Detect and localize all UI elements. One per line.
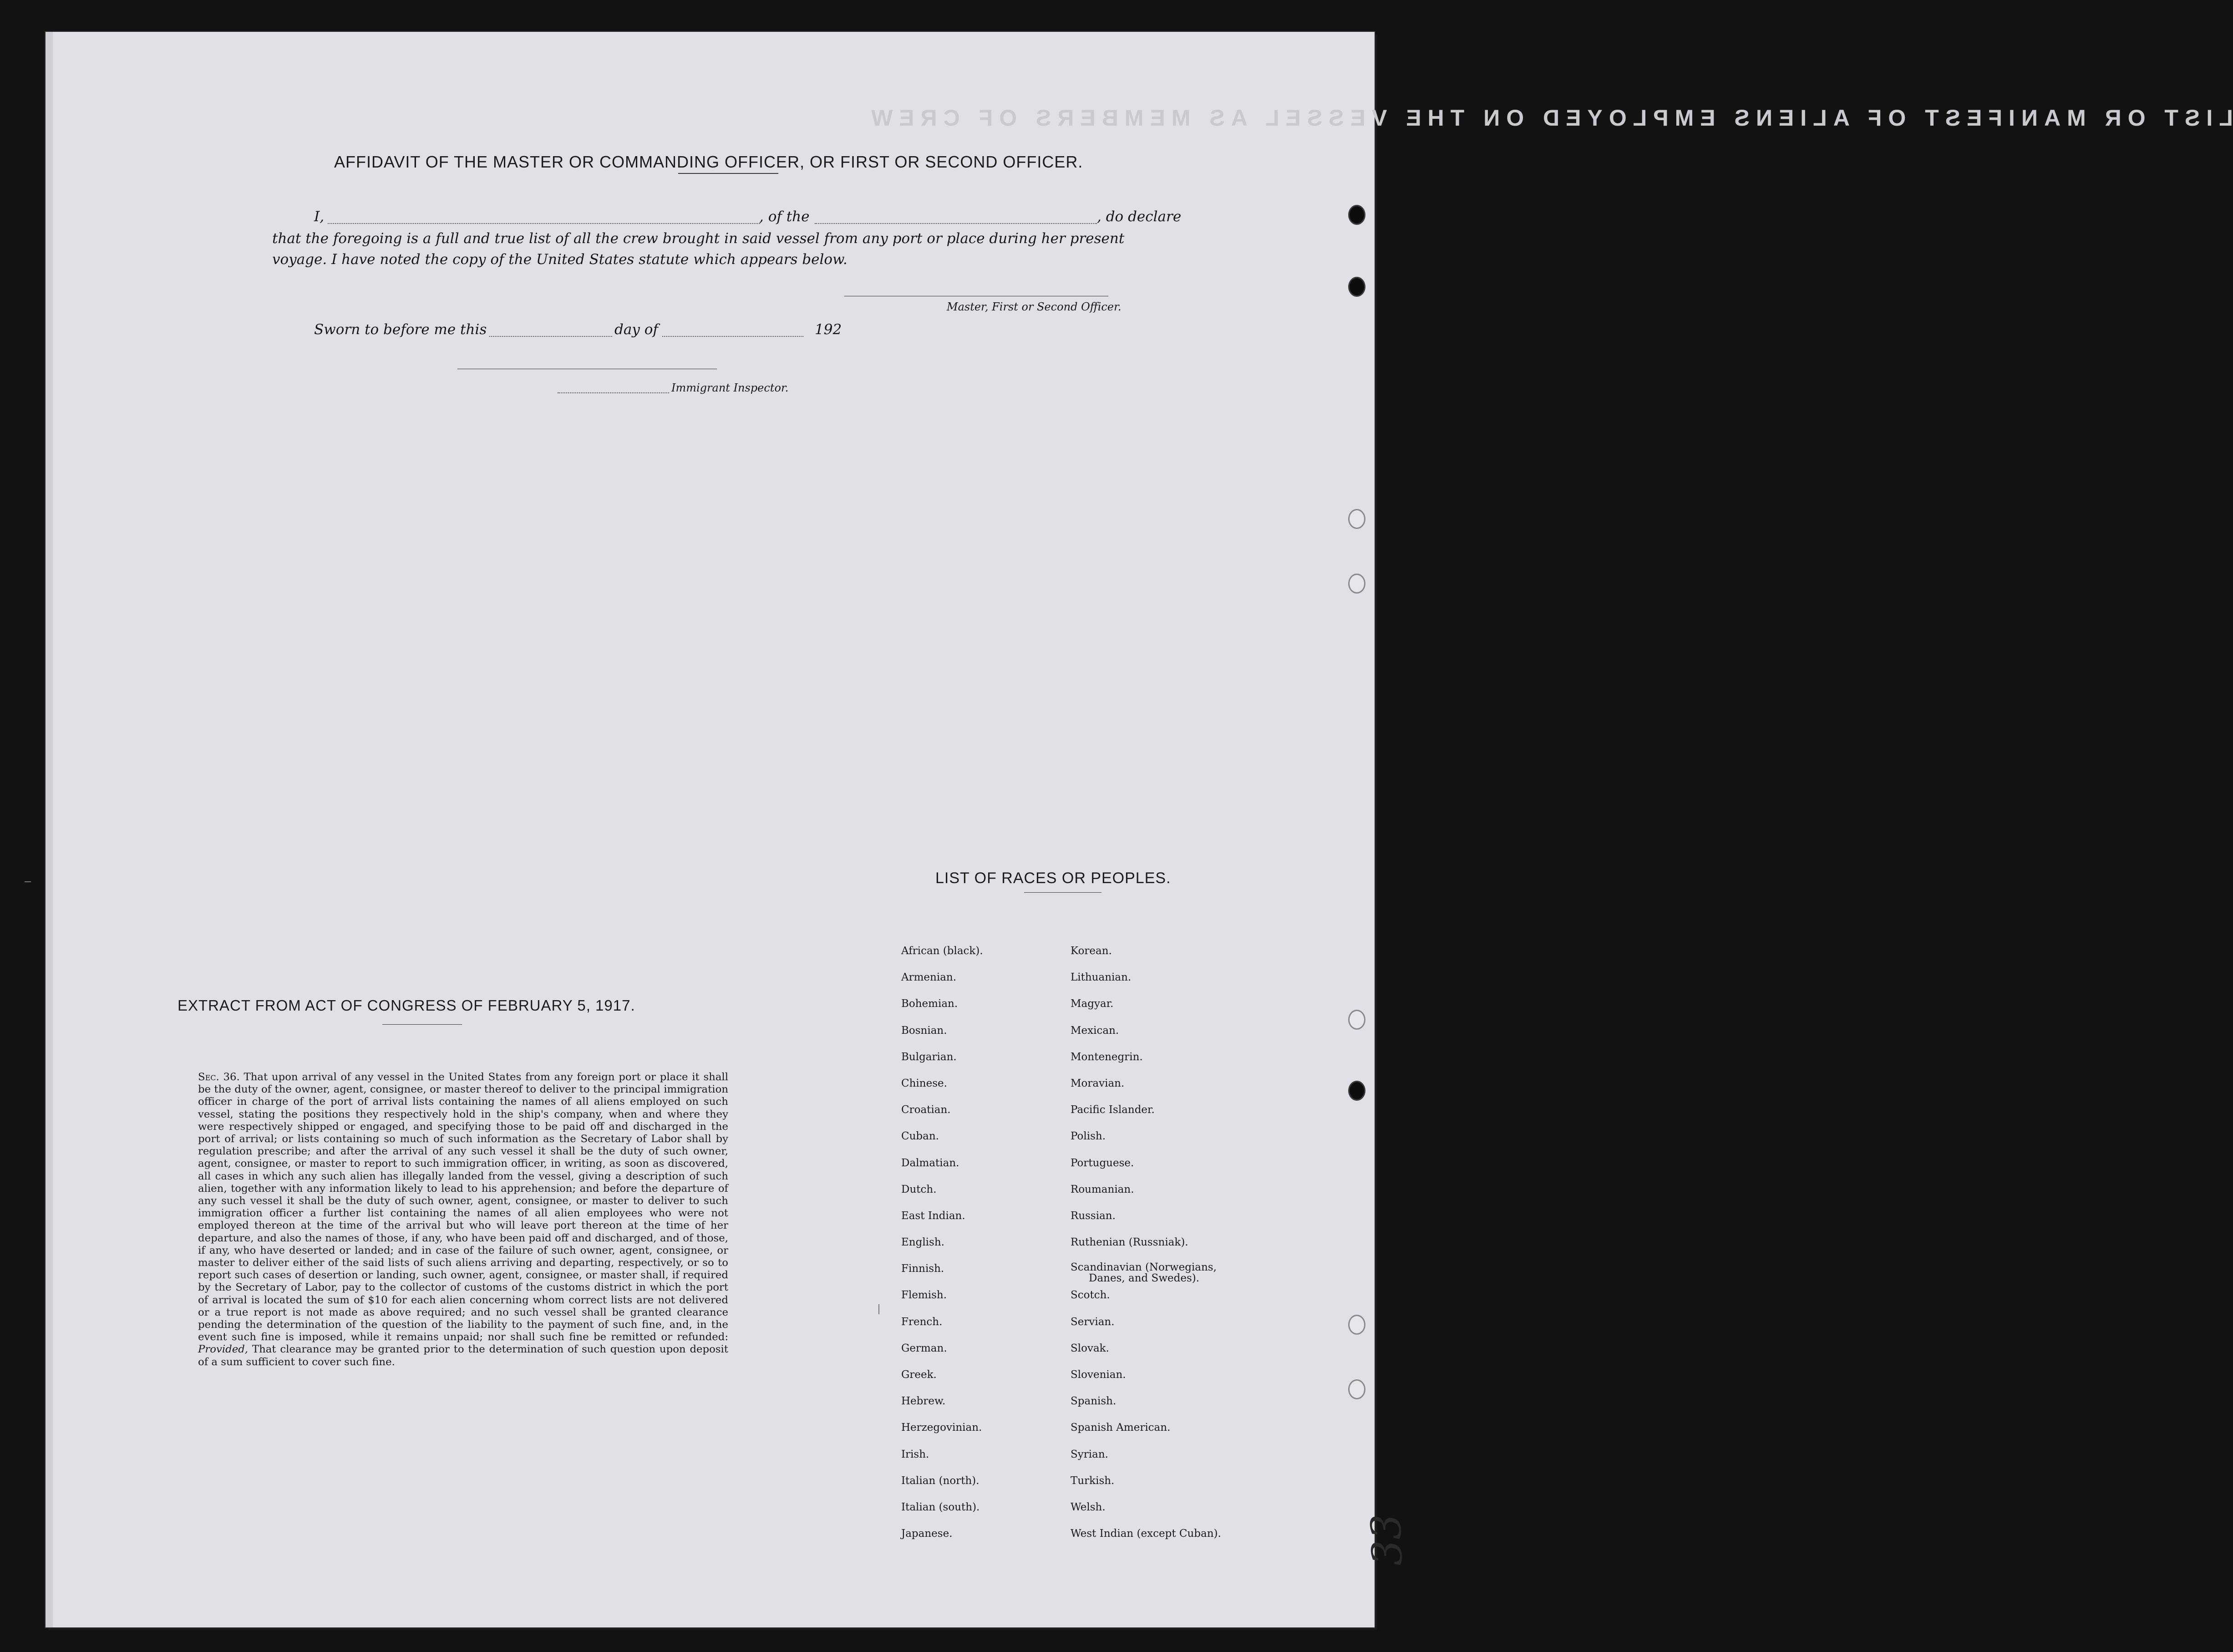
extract-body bbox=[198, 1071, 728, 1368]
race-item: African (black). bbox=[901, 945, 983, 957]
race-item: Cuban. bbox=[901, 1130, 939, 1143]
race-item: Servian. bbox=[1071, 1316, 1115, 1328]
race-item: Portuguese. bbox=[1071, 1157, 1134, 1169]
race-item: Turkish. bbox=[1071, 1474, 1115, 1487]
margin-mark bbox=[25, 881, 31, 882]
extract-title-rule bbox=[382, 1024, 462, 1025]
extract-text-1: That upon arrival of any vessel in the United States from any foreign port or place it shall be the duty of the owner, agent, consignee, or master thereof to deliver to the principal immigration officer in charge of the port of arrival lists containing the names of all aliens employed on such vessel, stating the positions they respectively hold in the ship's company, when and where they were respectively shipped or engaged, and specifying those to be paid off and discharged in the port of arrival; or lists containing so much of such information as the Secretary of Labor shall by regulation prescribe; and after the arrival of any such vessel it shall be the duty of such owner, agent, consignee, or master to report to such immigration officer, in writing, as soon as discovered, all cases in which any such alien has illegally landed from the vessel, giving a description of such alien, together with any information likely to lead to his apprehension; and before the departure of any such vessel it shall be the duty of such owner, agent, consignee, or master to deliver to such immigration officer a further list containing the names of all alien employees who were not employed thereon at the time of the arrival but who will leave port thereon at the time of her departure, and also the names of those, if any, who have been paid off and discharged, and of those, if any, who have deserted or landed; and in case of the failure of such owner, agent, consignee, or master to deliver either of the said lists of such aliens arriving and departing, respectively, or so to report such cases of desertion or landing, such owner, agent, consignee, or master shall, if required by the Secretary of Labor, pay to the collector of customs of the customs district in which the port of arrival is located the sum of $10 for each alien concerning whom correct lists are not delivered or a true report is not made as above required; and no such vessel shall be granted clearance pending the determination of the question of the liability to the payment of such fine, and, in the event such fine is imposed, while it remains unpaid; nor shall such fine be remitted or refunded: bbox=[198, 1071, 728, 1343]
race-item: Lithuanian. bbox=[1071, 971, 1132, 984]
handwritten-folio-number: 33 bbox=[1362, 1513, 1412, 1567]
race-item: Chinese. bbox=[901, 1077, 947, 1089]
master-signature-label: Master, First or Second Officer. bbox=[947, 300, 1122, 313]
race-item: Flemish. bbox=[901, 1289, 947, 1301]
punch-hole bbox=[1348, 1081, 1365, 1101]
race-item: Japanese. bbox=[901, 1528, 953, 1540]
races-title: LIST OF RACES OR PEOPLES. bbox=[935, 869, 1171, 887]
race-item: Roumanian. bbox=[1071, 1183, 1134, 1195]
race-item: Spanish American. bbox=[1071, 1422, 1171, 1434]
extract-text-2: That clearance may be granted prior to the determination of such question upon deposit of a sum sufficient to cover such fine. bbox=[198, 1343, 729, 1368]
race-item: West Indian (except Cuban). bbox=[1071, 1528, 1221, 1540]
race-item: Slovenian. bbox=[1071, 1369, 1126, 1381]
affidavit-declare: , do declare bbox=[1097, 208, 1182, 225]
race-item: Slovak. bbox=[1071, 1342, 1109, 1354]
race-item bbox=[1071, 1262, 1221, 1288]
punch-hole bbox=[1348, 205, 1365, 225]
race-item: Bulgarian. bbox=[901, 1051, 957, 1063]
race-item: Welsh. bbox=[1071, 1501, 1106, 1513]
punch-hole bbox=[1348, 1379, 1365, 1399]
bleed-through-text: LIST OR MANIFEST OF ALIENS EMPLOYED ON THE VESSEL AS MEMBERS OF CREW bbox=[865, 105, 2233, 131]
race-item: Ruthenian (Russniak). bbox=[1071, 1236, 1188, 1249]
punch-hole bbox=[1348, 277, 1365, 297]
race-item: German. bbox=[901, 1342, 947, 1354]
race-item: East Indian. bbox=[901, 1210, 965, 1222]
race-item: Italian (south). bbox=[901, 1501, 980, 1513]
race-item: Russian. bbox=[1071, 1210, 1116, 1222]
race-item: Dalmatian. bbox=[901, 1157, 959, 1169]
race-item: Croatian. bbox=[901, 1104, 951, 1116]
race-scandinavian-cont: Danes, and Swedes). bbox=[1089, 1272, 1200, 1285]
race-item: Magyar. bbox=[1071, 998, 1114, 1010]
day-blank[interactable] bbox=[489, 336, 612, 337]
name-blank[interactable] bbox=[328, 223, 760, 224]
race-item: Italian (north). bbox=[901, 1474, 979, 1487]
month-blank[interactable] bbox=[662, 336, 803, 337]
race-item: Armenian. bbox=[901, 971, 957, 984]
inspector-dotline bbox=[558, 392, 669, 393]
affidavit-title: AFFIDAVIT OF THE MASTER OR COMMANDING OFFICER, OR FIRST OR SECOND OFFICER. bbox=[334, 152, 1083, 171]
punch-hole bbox=[1348, 1315, 1365, 1335]
extract-provided: Provided, bbox=[198, 1343, 249, 1356]
race-item: Finnish. bbox=[901, 1263, 944, 1275]
race-item: French. bbox=[901, 1316, 943, 1328]
extract-section-label: Sec. 36. bbox=[198, 1071, 240, 1083]
affidavit-i: I, bbox=[314, 208, 325, 225]
race-item: Hebrew. bbox=[901, 1395, 946, 1408]
sworn-year: 192 bbox=[815, 321, 842, 338]
punch-hole bbox=[1348, 574, 1365, 594]
race-item: Bosnian. bbox=[901, 1024, 947, 1037]
race-item: Irish. bbox=[901, 1448, 929, 1460]
race-item: Bohemian. bbox=[901, 998, 958, 1010]
races-title-rule bbox=[1024, 892, 1101, 893]
sworn-prefix: Sworn to before me this bbox=[314, 321, 487, 338]
race-item: English. bbox=[901, 1236, 944, 1249]
races-right-column bbox=[1071, 944, 1221, 1553]
affidavit-title-rule bbox=[678, 173, 778, 174]
affidavit-line2: that the foregoing is a full and true list of all the crew brought in said vessel from any port or place during her present bbox=[272, 230, 1125, 247]
race-item: Korean. bbox=[1071, 945, 1112, 957]
race-item: Pacific Islander. bbox=[1071, 1104, 1155, 1116]
punch-hole bbox=[1348, 1010, 1365, 1030]
affidavit-of-the: , of the bbox=[759, 208, 810, 225]
races-left-column bbox=[901, 944, 983, 1553]
vessel-blank[interactable] bbox=[815, 223, 1097, 224]
race-item: Spanish. bbox=[1071, 1395, 1116, 1408]
sworn-day-of: day of bbox=[614, 321, 658, 338]
margin-mark bbox=[878, 1304, 879, 1314]
race-item: Dutch. bbox=[901, 1183, 937, 1195]
race-item: Greek. bbox=[901, 1369, 937, 1381]
race-item: Polish. bbox=[1071, 1130, 1106, 1143]
page-edge bbox=[46, 32, 53, 1627]
race-scandinavian: Scandinavian (Norwegians, bbox=[1071, 1261, 1217, 1274]
punch-hole bbox=[1348, 509, 1365, 529]
race-item: Syrian. bbox=[1071, 1448, 1108, 1460]
race-item: Scotch. bbox=[1071, 1289, 1110, 1301]
race-item: Herzegovinian. bbox=[901, 1422, 982, 1434]
affidavit-line3: voyage. I have noted the copy of the United States statute which appears below. bbox=[272, 251, 848, 268]
extract-title: EXTRACT FROM ACT OF CONGRESS OF FEBRUARY 5, 1917. bbox=[178, 997, 635, 1014]
document-page bbox=[46, 32, 2233, 1627]
race-item: Mexican. bbox=[1071, 1024, 1119, 1037]
race-item: Montenegrin. bbox=[1071, 1051, 1143, 1063]
race-item: Moravian. bbox=[1071, 1077, 1125, 1089]
inspector-label: Immigrant Inspector. bbox=[671, 381, 789, 394]
